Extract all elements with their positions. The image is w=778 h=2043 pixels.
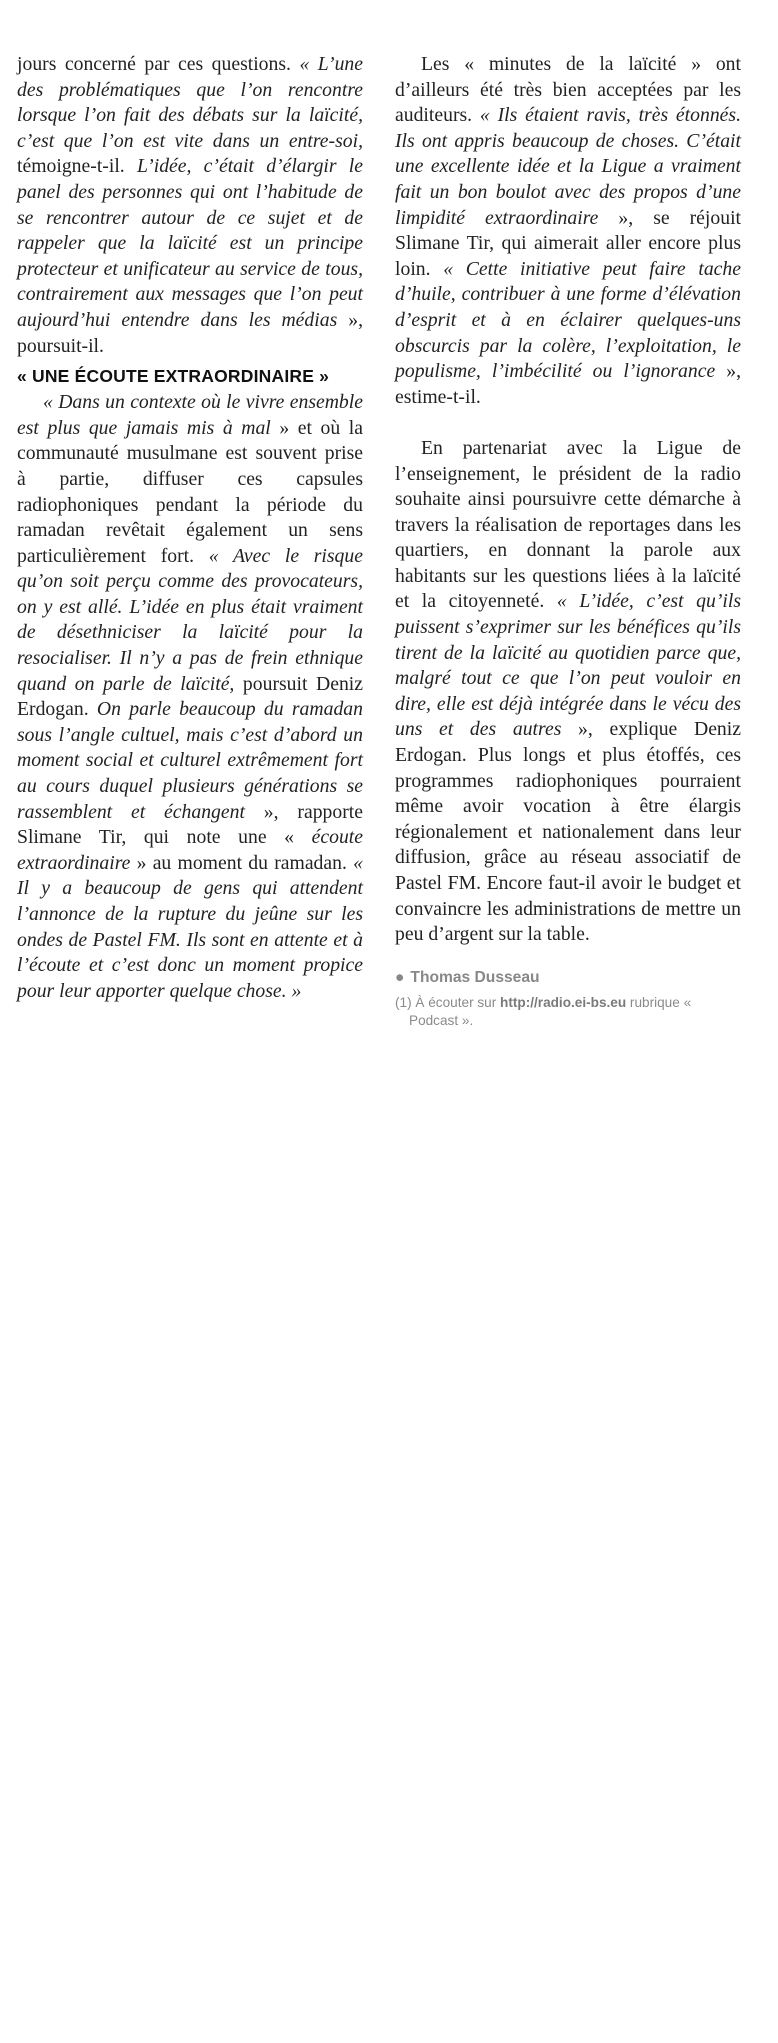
text-run: », poursuit-il. — [17, 308, 363, 357]
author-byline — [395, 968, 741, 988]
text-run: témoigne-t-il. — [17, 155, 137, 178]
paragraph — [395, 436, 741, 948]
text-run: », rapporte Slimane Tir, qui note une « — [17, 800, 363, 849]
paragraph — [17, 52, 363, 359]
quote-run: L’idée, c’était d’élargir le panel des personnes qui ont l’habitude de se rencontrer autour de ce sujet et de rappeler que la laïcité est un principe protecteur et unificateur au service de tous, contrairement aux messages que l’on peut aujourd’hui entendre dans les médias — [17, 155, 363, 331]
bullet-icon: ● — [395, 968, 405, 986]
quote-run: « Dans un contexte où le vivre ensemble est plus que jamais mis à mal — [17, 391, 363, 439]
quote-run: « Ils étaient ravis, très étonnés. Ils ont appris beaucoup de choses. C’était une excellente idée et la Ligue a vraiment fait un bon boulot avec des propos d’une limpidité extraordinaire — [395, 104, 741, 229]
right-column — [395, 52, 741, 1030]
quote-run: « Il y a beaucoup de gens qui attendent l’annonce de la rupture du jeûne sur les ondes de Pastel FM. Ils sont en attente et à l’écoute et c’est donc un moment propice pour leur apporter quelque chose. » — [17, 851, 363, 1002]
paragraph — [395, 52, 741, 410]
quote-run: écoute extraordinaire — [17, 826, 363, 874]
footnote-text-after: rubrique « Podcast ». — [409, 994, 692, 1028]
quote-run: « L’idée, c’est qu’ils puissent s’exprimer sur les bénéfices qu’ils tirent de la laïcité au quotidien parce que, malgré tout ce que l’on peut vouloir en dire, elle est déjà intégrée dans le vécu des uns et des autres — [395, 590, 742, 741]
text-run: En partenariat avec la Ligue de l’enseignement, le président de la radio souhaite ainsi poursuivre cette démarche à travers la réalisation de reportages dans les quartiers, en donnant la parole aux habitants sur les questions liées à la laïcité et la citoyenneté. — [395, 436, 741, 613]
quote-run: « Avec le risque qu’on soit perçu comme des provocateurs, on y est allé. L’idée en plus était vraiment de désethniciser la laïcité pour la resocialiser. Il n’y a pas de frein ethnique quand on parle de laïcité, — [17, 544, 363, 695]
text-run: Les « minutes de la laïcité » ont d’ailleurs été très bien acceptées par les auditeurs. — [395, 53, 741, 127]
text-run: » au moment du ramadan. — [130, 851, 354, 874]
text-run: », explique Deniz Erdogan. Plus longs et plus étoffés, ces programmes radiophoniques pourraient même avoir vocation à être élargis régionalement et nationalement dans leur diffusion, grâce au réseau associatif de Pastel FM. Encore faut-il avoir le budget et convaincre les administrations de mettre un peu d’argent sur la table. — [395, 718, 741, 946]
footnote-url: http://radio.ei-bs.eu — [500, 994, 627, 1010]
section-heading: « UNE ÉCOUTE EXTRAORDINAIRE » — [17, 366, 330, 387]
footnote-text-before: À écouter sur — [415, 994, 501, 1010]
quote-run: On parle beaucoup du ramadan sous l’angle cultuel, mais c’est d’abord un moment social et culturel extrêmement fort au cours duquel plusieurs générations se rassemblent et échangent — [17, 698, 363, 823]
text-run: poursuit Deniz Erdogan. — [17, 672, 363, 721]
footnote-marker: (1) — [395, 994, 412, 1010]
quote-run: « L’une des problématiques que l’on rencontre lorsque l’on fait des débats sur la laïcité, c’est que l’on est vite dans un entre-soi, — [17, 53, 363, 152]
paragraph-spacer — [395, 410, 741, 436]
text-run: » et où la communauté musulmane est souvent prise à partie, diffuser ces capsules radiophoniques pendant la période du ramadan revêtait également un sens particulièrement fort. — [17, 416, 363, 567]
footnote — [395, 994, 741, 1030]
paragraph — [17, 390, 363, 1004]
text-run: jours concerné par ces questions. — [17, 53, 300, 75]
left-column — [17, 52, 363, 1004]
author-name: Thomas Dusseau — [410, 968, 540, 986]
quote-run: « Cette initiative peut faire tache d’huile, contribuer à une forme d’élévation d’esprit et à en éclairer quelques-uns obscurcis par la colère, l’exploitation, le populisme, l’imbécilité ou l’ignorance — [395, 257, 741, 383]
text-run: », se réjouit Slimane Tir, qui aimerait aller encore plus loin. — [395, 206, 742, 280]
text-run: », estime-t-il. — [395, 360, 741, 408]
